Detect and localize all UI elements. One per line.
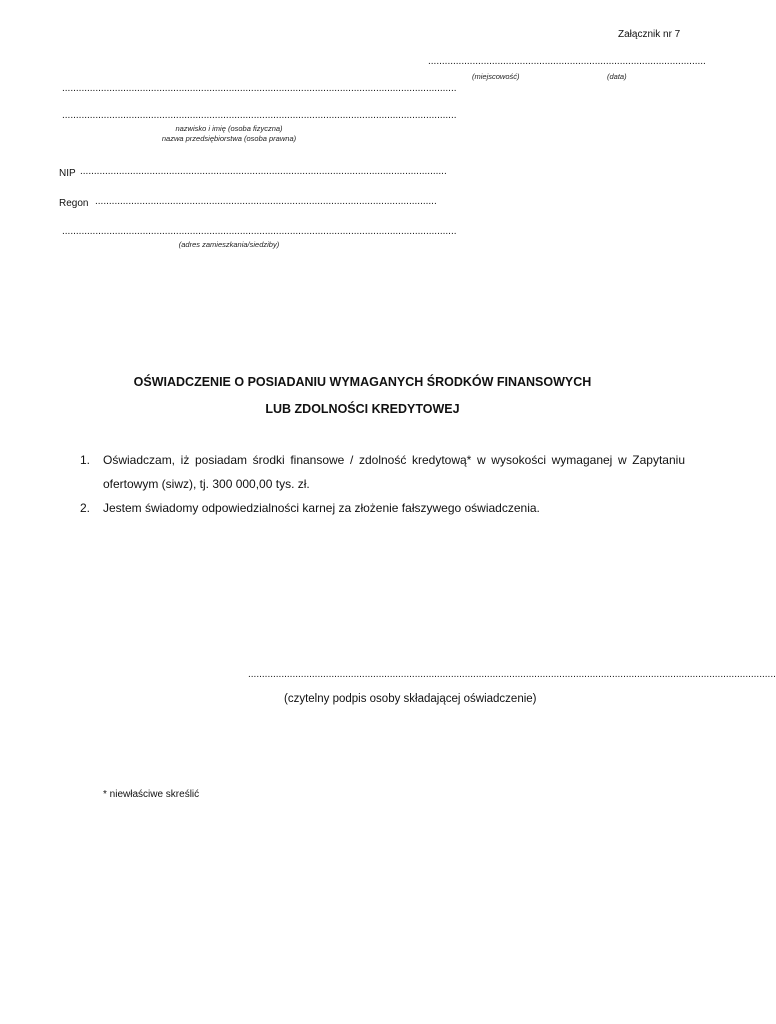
name-label-1: nazwisko i imię (osoba fizyczna)	[175, 124, 283, 133]
document-title-line-2: LUB ZDOLNOŚCI KREDYTOWEJ	[265, 402, 460, 416]
document-title-line-1: OŚWIADCZENIE O POSIADANIU WYMAGANYCH ŚRODKÓW FINANSOWYCH	[133, 375, 592, 389]
regon-label: Regon	[59, 198, 89, 209]
address-label: (adres zamieszkania/siedziby)	[178, 240, 280, 249]
statement-1-number: 1.	[80, 453, 91, 467]
name-label-2: nazwa przedsiębiorstwa (osoba prawna)	[161, 134, 297, 143]
signature-line[interactable]: ..............................................................................................................................................................................................	[248, 669, 776, 680]
nip-label: NIP	[59, 168, 76, 179]
attachment-number: Załącznik nr 7	[618, 29, 681, 40]
address-line[interactable]: ..............................................................................................................................................	[62, 226, 457, 237]
date-label: (data)	[607, 72, 627, 81]
statement-2-number: 2.	[80, 501, 91, 515]
nip-line[interactable]: ....................................................................................................................................	[80, 166, 447, 177]
name-line-2[interactable]: ..............................................................................................................................................	[62, 110, 457, 121]
statement-1-text-line-2: ofertowym (siwz), tj. 300 000,00 tys. zł.	[103, 477, 310, 491]
place-label: (miejscowość)	[472, 72, 520, 81]
regon-line[interactable]: ...........................................................................................................................	[95, 196, 437, 207]
footnote: * niewłaściwe skreślić	[103, 789, 200, 800]
statement-2-text: Jestem świadomy odpowiedzialności karnej za złożenie fałszywego oświadczenia.	[103, 501, 540, 515]
statement-1-text-line-1: Oświadczam, iż posiadam środki finansowe / zdolność kredytową* w wysokości wymaganej w Zapytaniu	[103, 453, 685, 467]
place-date-line[interactable]: ....................................................................................................	[428, 56, 706, 67]
signature-label: (czytelny podpis osoby składającej oświadczenie)	[284, 693, 537, 705]
name-line-1[interactable]: ..............................................................................................................................................	[62, 83, 457, 94]
